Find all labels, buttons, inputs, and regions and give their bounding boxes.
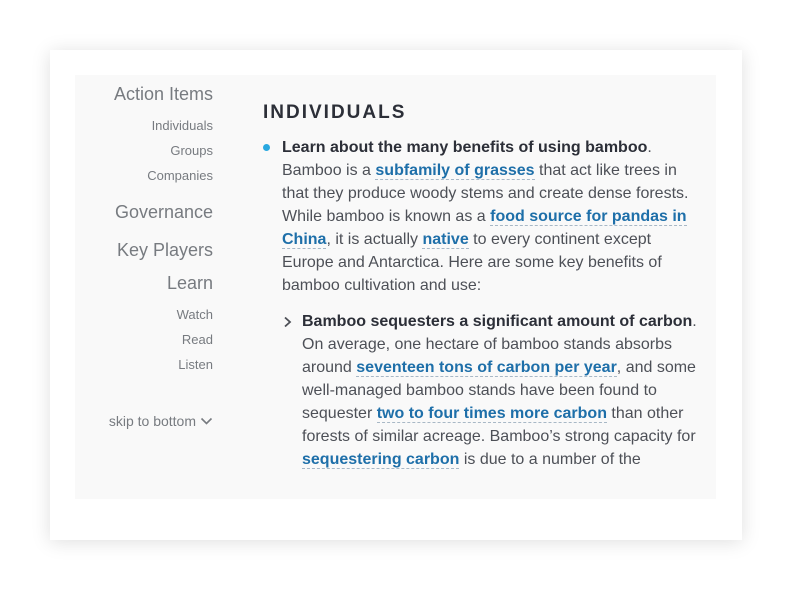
intro-lead: Learn about the many benefits of using bamboo xyxy=(282,139,648,156)
bullet-dot-icon xyxy=(263,144,270,151)
link-food-source-pandas[interactable]: food source for pandas in China xyxy=(282,208,687,248)
skip-to-bottom-label: skip to bottom xyxy=(108,413,196,429)
intro-paragraph xyxy=(282,136,707,297)
benefit-text-2: , and some well-managed bamboo stands have been found to sequester xyxy=(302,359,696,422)
benefit-paragraph xyxy=(302,310,712,471)
link-subfamily-of-grasses[interactable]: subfamily of grasses xyxy=(375,162,535,179)
intro-text-2: that act like trees in that they produce woody stems and create dense forests. While bamboo is known as a xyxy=(282,162,689,225)
sidebar-heading-governance[interactable]: Governance xyxy=(114,202,213,222)
page-title: INDIVIDUALS xyxy=(263,101,407,123)
sidebar-item-companies[interactable]: Companies xyxy=(147,168,213,183)
sidebar-item-groups[interactable]: Groups xyxy=(170,143,213,158)
sidebar-heading-learn[interactable]: Learn xyxy=(166,273,213,293)
sidebar-item-read[interactable]: Read xyxy=(181,332,213,347)
chevron-down-icon xyxy=(200,417,213,426)
link-seventeen-tons-carbon[interactable]: seventeen tons of carbon per year xyxy=(356,359,617,376)
benefit-text-1: . On average, one hectare of bamboo stands absorbs around xyxy=(302,313,697,376)
benefit-text-3: than other forests of similar acreage. Bamboo’s strong capacity for xyxy=(302,405,696,445)
intro-text-1: . Bamboo is a xyxy=(282,139,652,179)
skip-to-bottom-link[interactable] xyxy=(109,413,213,429)
sidebar-item-individuals[interactable]: Individuals xyxy=(151,118,213,133)
benefit-lead: Bamboo sequesters a significant amount of carbon xyxy=(302,313,693,330)
article-panel xyxy=(75,75,716,499)
sidebar-item-listen[interactable]: Listen xyxy=(178,357,213,372)
link-native[interactable]: native xyxy=(422,231,469,248)
content-card xyxy=(50,50,742,540)
benefit-text-4: is due to a number of the xyxy=(459,451,641,468)
intro-text-4: to every continent except Europe and Antarctica. Here are some key benefits of bamboo cultivation and use: xyxy=(282,231,662,294)
link-sequestering-carbon[interactable]: sequestering carbon xyxy=(302,451,460,468)
sidebar-heading-action-items[interactable]: Action Items xyxy=(113,84,213,104)
chevron-right-icon xyxy=(283,316,292,328)
link-two-to-four-times-carbon[interactable]: two to four times more carbon xyxy=(376,405,607,422)
sidebar-heading-key-players[interactable]: Key Players xyxy=(116,240,213,260)
intro-text-3: , it is actually xyxy=(326,231,423,248)
sidebar-item-watch[interactable]: Watch xyxy=(176,307,213,322)
